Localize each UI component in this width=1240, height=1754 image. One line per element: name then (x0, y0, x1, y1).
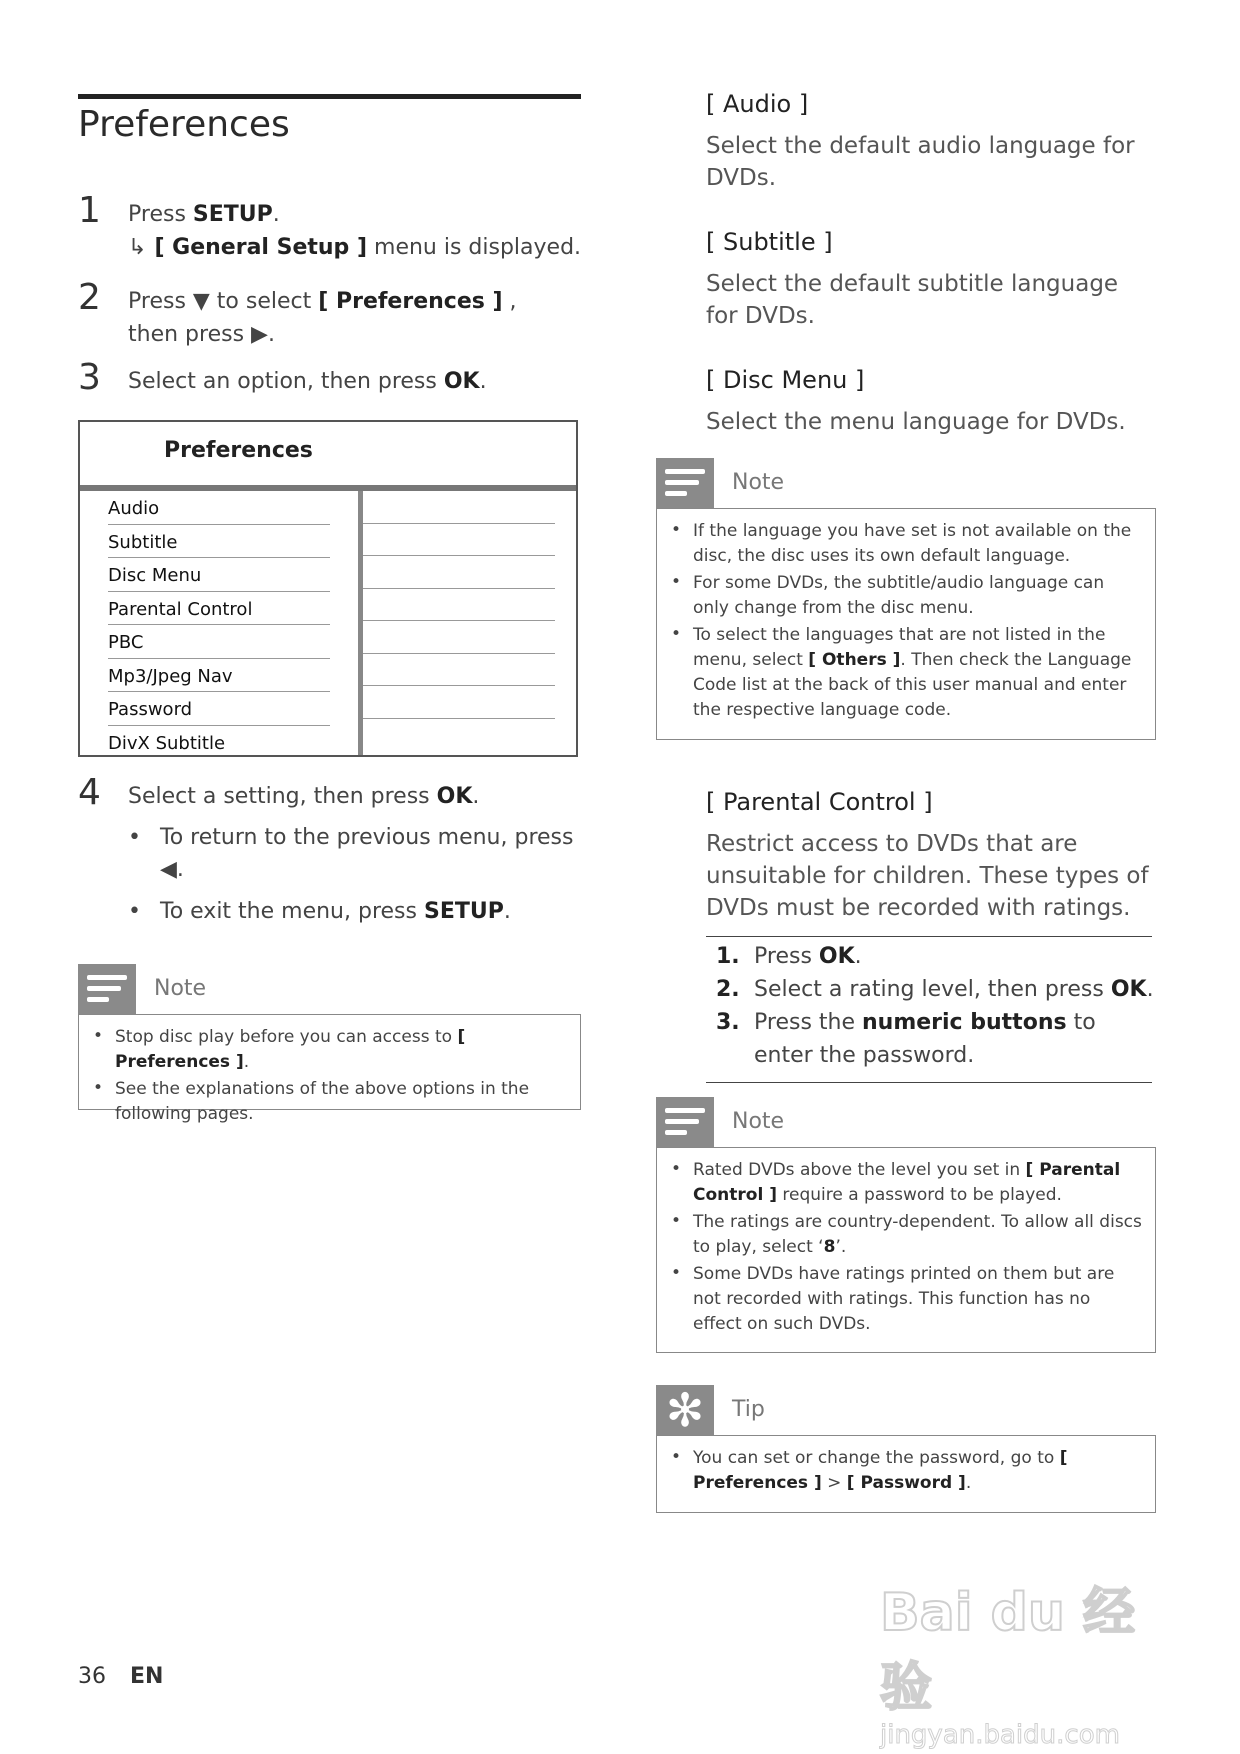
menu-item-disc-menu: Disc Menu (108, 558, 330, 592)
note-item: • For some DVDs, the subtitle/audio language can only change from the disc menu. (671, 571, 1143, 621)
title-rule (78, 94, 581, 99)
step-number: 3 (78, 357, 101, 398)
note-body (656, 1147, 1156, 1353)
note-label: Note (732, 1109, 785, 1134)
parental-rule-top (706, 936, 1152, 937)
page-title: Preferences (78, 104, 290, 145)
note-icon (656, 458, 714, 508)
note-body (656, 508, 1156, 740)
watermark-url: jingyan.baidu.com (880, 1720, 1120, 1750)
note-box-language (656, 458, 1156, 740)
note-item: • Stop disc play before you can access to [ Preferences ]. (93, 1025, 568, 1075)
note-box-parental (656, 1097, 1156, 1353)
menu-item-pbc: PBC (108, 625, 330, 659)
note-icon (78, 964, 136, 1014)
note-item: • Some DVDs have ratings printed on them but are not recorded with ratings. This function has no effect on such DVDs. (671, 1262, 1143, 1337)
note-item: • See the explanations of the above options in the following pages. (93, 1077, 568, 1127)
tip-box (656, 1385, 1156, 1513)
parental-step: 1. Press OK. (716, 944, 862, 969)
audio-desc: Select the default audio language for DVDs. (706, 133, 1135, 191)
step4-bullet-1: • To return to the previous menu, press ◀. (128, 825, 574, 882)
menu-item-subtitle: Subtitle (108, 525, 330, 559)
parental-steps (716, 940, 1166, 1072)
note-item: • If the language you have set is not available on the disc, the disc uses its own default language. (671, 519, 1143, 569)
baidu-watermark (880, 1570, 1170, 1750)
note-body (78, 1014, 581, 1124)
page-footer (78, 1664, 163, 1689)
parental-desc: Restrict access to DVDs that are unsuitable for children. These types of DVDs must be recorded with ratings. (706, 831, 1149, 921)
step-1: 1 Press SETUP. ↳ [ General Setup ] menu is displayed. (78, 198, 583, 264)
preferences-menu-illustration (78, 420, 578, 757)
menu-item-parental-control: Parental Control (108, 592, 330, 626)
tip-label: Tip (732, 1397, 765, 1422)
menu-item-password: Password (108, 692, 330, 726)
disc-menu-title: [ Disc Menu ] (706, 366, 865, 394)
step-3: 3 Select an option, then press OK. (78, 357, 487, 398)
menu-item-mp3-jpeg-nav: Mp3/Jpeg Nav (108, 659, 330, 693)
step-number: 1 (78, 190, 101, 231)
menu-item-audio: Audio (108, 491, 330, 525)
note-icon (656, 1097, 714, 1147)
language-code: EN (130, 1664, 164, 1689)
menu-value-column (363, 491, 555, 751)
menu-list (108, 491, 330, 758)
audio-title: [ Audio ] (706, 90, 809, 118)
step-number: 2 (78, 277, 101, 318)
asterisk-tip-icon: ✻ (656, 1385, 714, 1435)
note-box-left (78, 964, 581, 1124)
menu-item-divx-subtitle: DivX Subtitle (108, 732, 226, 754)
page-number: 36 (78, 1664, 106, 1689)
note-item: • To select the languages that are not listed in the menu, select [ Others ]. Then check the Language Code list at the back of this user manual and enter the respective language code. (671, 623, 1143, 723)
note-item: • The ratings are country-dependent. To allow all discs to play, select ‘8’. (671, 1210, 1143, 1260)
parental-title: [ Parental Control ] (706, 788, 933, 816)
note-label: Note (732, 470, 785, 495)
parental-step: 2. Select a rating level, then press OK. (716, 977, 1154, 1002)
step-4: 4 Select a setting, then press OK. (78, 772, 480, 813)
subtitle-title: [ Subtitle ] (706, 228, 833, 256)
parental-rule-bottom (706, 1082, 1152, 1083)
step-2: 2 Press ▼ to select [ Preferences ] , then press ▶. (78, 277, 517, 347)
disc-menu-desc: Select the menu language for DVDs. (706, 409, 1126, 435)
note-label: Note (154, 976, 207, 1001)
tip-body (656, 1435, 1156, 1513)
tip-item: • You can set or change the password, go to [ Preferences ] > [ Password ]. (671, 1446, 1143, 1496)
step4-bullet-2: • To exit the menu, press SETUP. (128, 899, 511, 924)
watermark-brand: Bai du 经验 (880, 1583, 1135, 1718)
step-number: 4 (78, 772, 101, 813)
subtitle-desc: Select the default subtitle language for DVDs. (706, 271, 1119, 329)
result-arrow-icon: ↳ (128, 235, 147, 260)
parental-step: 3. Press the numeric buttons to enter the password. (716, 1010, 1096, 1068)
menu-title: Preferences (164, 438, 313, 463)
note-item: • Rated DVDs above the level you set in [ Parental Control ] require a password to be played. (671, 1158, 1143, 1208)
